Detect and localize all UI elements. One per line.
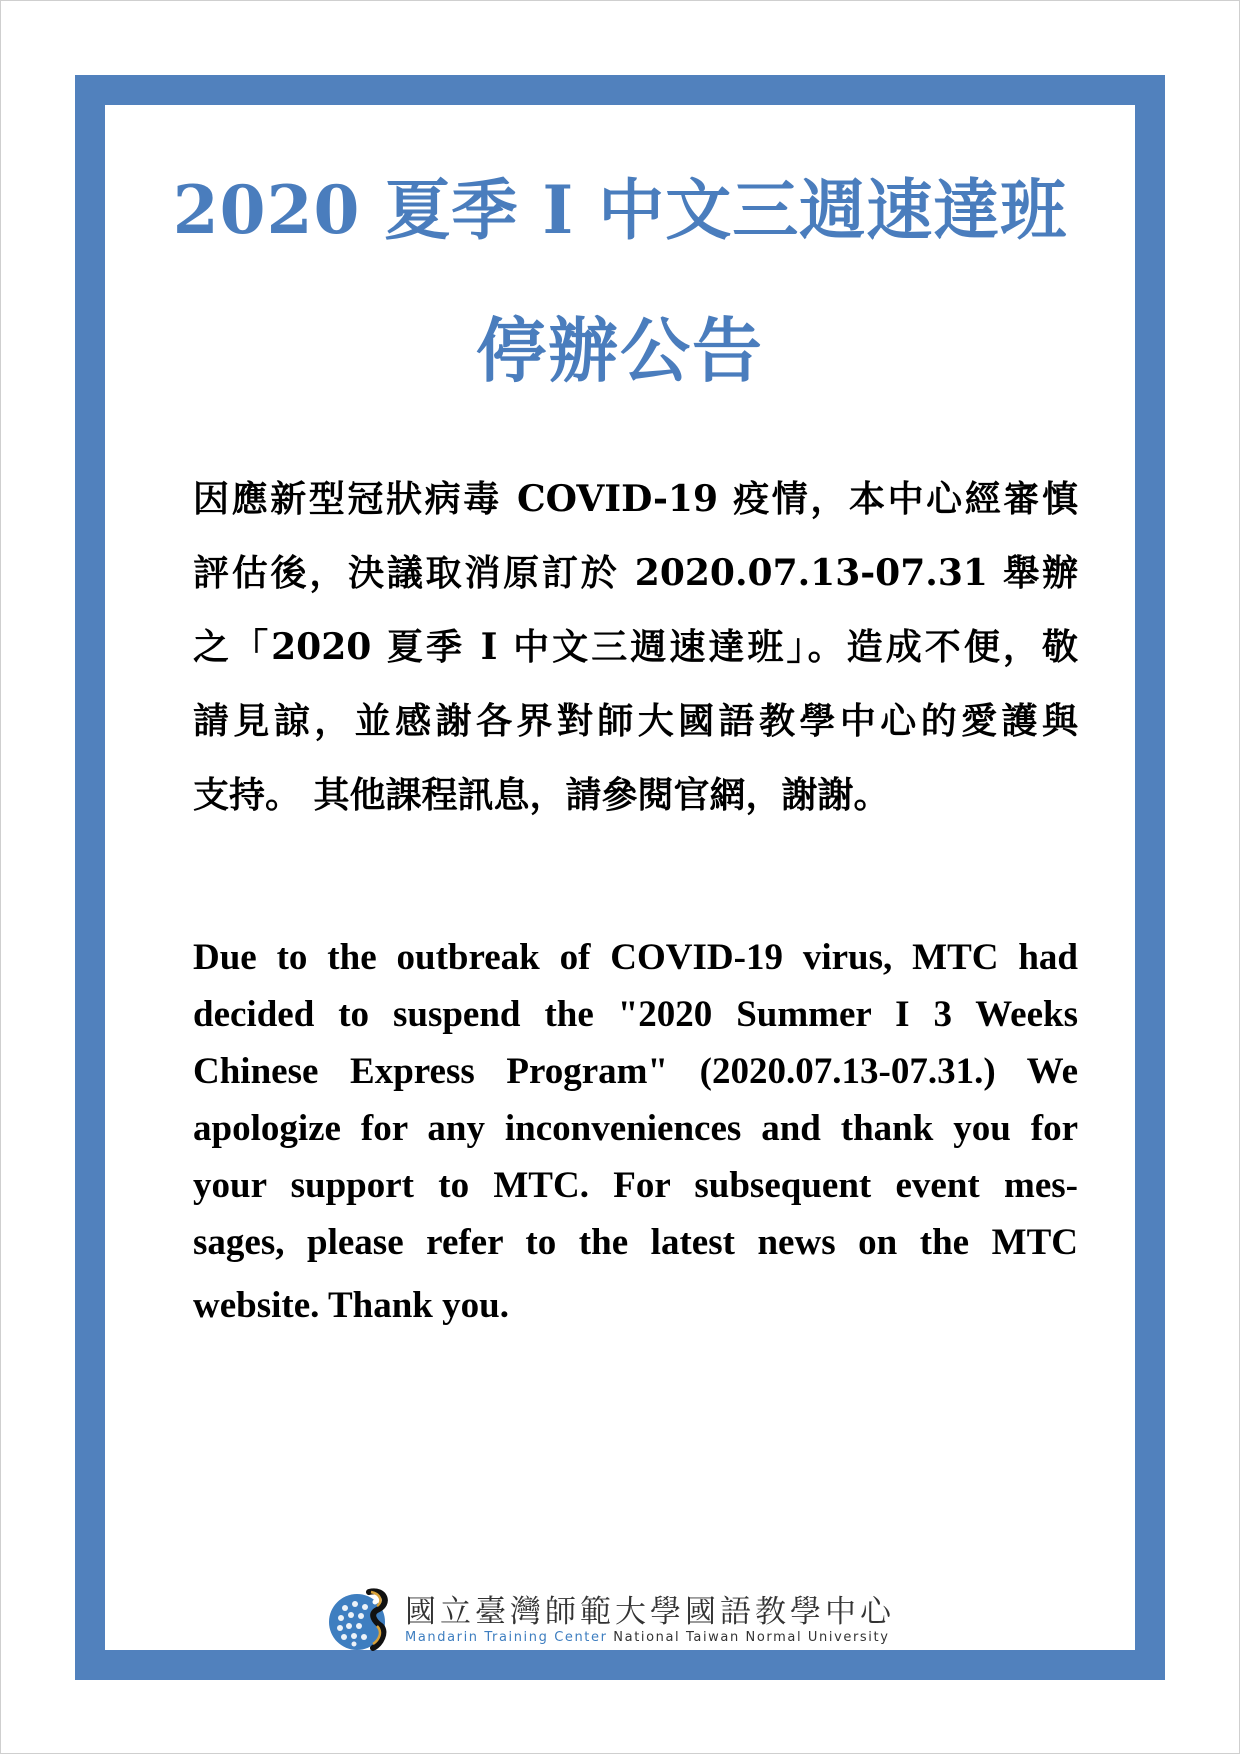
english-line: website. Thank you. [193,1285,509,1326]
notice-title: 2020 夏季 I 中文三週速達班 [172,171,1068,249]
english-line: Due to the outbreak of COVID-19 virus, MTC had [193,937,1078,978]
english-line: decided to suspend the "2020 Summer I 3 Weeks [193,994,1078,1035]
mtc-logo-icon [325,1580,397,1660]
chinese-line: 支持。 其他課程訊息，請參閱官網，謝謝。 [193,774,890,816]
notice-subtitle: 停辦公告 [476,309,764,392]
institution-name-chinese: 國立臺灣師範大學國語教學中心 [405,1594,895,1630]
english-line: Chinese Express Program" (2020.07.13-07.31.) We [193,1051,1078,1092]
chinese-announcement [193,462,1078,832]
english-line: apologize for any inconveniences and thank you for [193,1108,1078,1149]
notice-frame [75,75,1165,1680]
chinese-line: 之「2020 夏季 I 中文三週速達班」。造成不便，敬 [193,626,1078,668]
chinese-line: 因應新型冠狀病毒 COVID-19 疫情，本中心經審慎 [193,478,1078,520]
institution-footer [325,1580,1025,1660]
center-name: Mandarin Training Center [405,1630,608,1645]
english-line: your support to MTC. For subsequent event mes- [193,1165,1078,1206]
english-line: sages, please refer to the latest news on the MTC [193,1222,1078,1263]
institution-name-english [405,1630,889,1645]
chinese-line: 請見諒，並感謝各界對師大國語教學中心的愛護與 [193,700,1078,742]
university-name: National Taiwan Normal University [613,1630,890,1645]
english-announcement [193,929,1078,1334]
chinese-line: 評估後，決議取消原訂於 2020.07.13-07.31 舉辦 [193,552,1078,594]
